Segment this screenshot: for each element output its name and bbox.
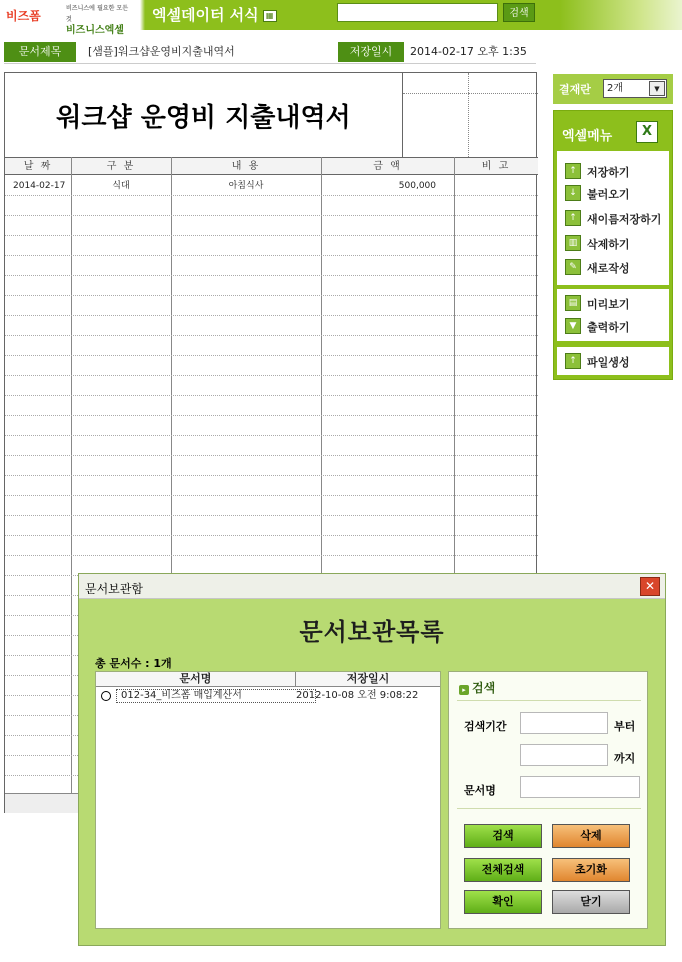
menu-save[interactable] bbox=[557, 160, 669, 182]
doc-title-label: 문서제목 bbox=[4, 42, 76, 62]
menu-item-label: 출력하기 bbox=[587, 321, 630, 334]
menu-group-export bbox=[557, 347, 669, 375]
search-button[interactable]: 검색 bbox=[464, 824, 542, 848]
cell-category[interactable]: 식대 bbox=[112, 181, 130, 191]
dialog-titlebar[interactable] bbox=[79, 574, 665, 599]
approval-box-2[interactable] bbox=[469, 73, 538, 157]
excel-icon: X bbox=[636, 121, 658, 143]
top-search-button[interactable]: 검색 bbox=[503, 3, 535, 22]
menu-item-label: 삭제하기 bbox=[587, 238, 630, 251]
menu-item-label: 새로작성 bbox=[587, 262, 630, 275]
dialog-heading: 문서보관목록 bbox=[299, 618, 445, 646]
search-panel-title: 검색 bbox=[472, 681, 496, 695]
document-count: 총 문서수 : 1개 bbox=[95, 657, 172, 670]
trash-icon: ▥ bbox=[565, 235, 581, 251]
menu-item-label: 미리보기 bbox=[587, 298, 630, 311]
table-row[interactable] bbox=[5, 536, 538, 556]
list-header-name: 문서명 bbox=[96, 672, 296, 687]
table-row[interactable] bbox=[5, 176, 538, 196]
logo-text: 비즈니스엑셀 bbox=[66, 25, 124, 36]
reset-button[interactable]: 초기화 bbox=[552, 858, 630, 882]
app-title bbox=[152, 4, 277, 25]
document-name-input[interactable] bbox=[520, 776, 640, 798]
approval-label: 결재란 bbox=[559, 83, 591, 96]
divider bbox=[457, 808, 641, 809]
dialog-title: 문서보관함 bbox=[85, 582, 143, 596]
header-date: 날 짜 bbox=[23, 161, 53, 172]
excel-menu bbox=[553, 110, 673, 380]
table-row[interactable] bbox=[5, 196, 538, 216]
cell-note[interactable] bbox=[454, 176, 538, 196]
doc-title-value: [샘플]워크샵운영비지출내역서 bbox=[88, 45, 235, 58]
table-row[interactable] bbox=[5, 276, 538, 296]
menu-group-file bbox=[557, 151, 669, 285]
table-row[interactable] bbox=[5, 396, 538, 416]
period-from-input[interactable] bbox=[520, 712, 608, 734]
app-title-text: 엑셀데이터 서식 bbox=[152, 6, 259, 24]
menu-title: 엑셀메뉴 bbox=[562, 129, 613, 144]
list-item-saved[interactable]: 2012-10-08 오전 9:08:22 bbox=[296, 690, 419, 701]
document-storage-dialog bbox=[78, 573, 666, 946]
create-file-icon: ↑ bbox=[565, 353, 581, 369]
list-header-saved: 저장일시 bbox=[346, 672, 390, 685]
arrow-bullet-icon: ▸ bbox=[459, 685, 469, 695]
saved-date-value: 2014-02-17 오후 1:35 bbox=[410, 45, 527, 58]
print-icon: ▼ bbox=[565, 318, 581, 334]
ok-button[interactable]: 확인 bbox=[464, 890, 542, 914]
table-row[interactable] bbox=[5, 236, 538, 256]
table-row[interactable] bbox=[5, 476, 538, 496]
table-row[interactable] bbox=[5, 356, 538, 376]
menu-item-label: 파일생성 bbox=[587, 356, 630, 369]
table-row[interactable] bbox=[5, 516, 538, 536]
table-row[interactable] bbox=[5, 416, 538, 436]
approval-panel bbox=[553, 74, 673, 104]
table-row[interactable] bbox=[5, 436, 538, 456]
table-row[interactable] bbox=[5, 256, 538, 276]
cell-content[interactable]: 아침식사 bbox=[228, 181, 264, 191]
chevron-down-icon[interactable]: ▼ bbox=[649, 81, 665, 96]
sheet-title: 워크샵 운영비 지출내역서 bbox=[5, 73, 403, 157]
close-button[interactable]: 닫기 bbox=[552, 890, 630, 914]
excel-sheet-icon: ▦ bbox=[263, 10, 277, 22]
menu-item-label: 불러오기 bbox=[587, 188, 630, 201]
search-panel bbox=[448, 671, 648, 929]
menu-save-as[interactable] bbox=[557, 207, 669, 229]
save-as-icon: ↑ bbox=[565, 210, 581, 226]
to-suffix: 까지 bbox=[614, 752, 636, 765]
top-search-input[interactable] bbox=[337, 3, 498, 22]
header-category: 구 분 bbox=[106, 161, 136, 172]
menu-item-label: 저장하기 bbox=[587, 166, 630, 179]
new-document-icon: ✎ bbox=[565, 259, 581, 275]
approval-count-select[interactable] bbox=[603, 79, 667, 98]
menu-open[interactable] bbox=[557, 182, 669, 204]
table-row[interactable] bbox=[5, 376, 538, 396]
header-content: 내 용 bbox=[231, 161, 261, 172]
save-icon: ↑ bbox=[565, 163, 581, 179]
table-row[interactable] bbox=[5, 336, 538, 356]
table-row[interactable] bbox=[5, 456, 538, 476]
select-radio[interactable] bbox=[101, 691, 111, 701]
document-info-bar bbox=[4, 42, 536, 64]
period-to-input[interactable] bbox=[520, 744, 608, 766]
logo-tagline: 비즈니스에 필요한 모든것 bbox=[66, 5, 129, 23]
document-list[interactable] bbox=[95, 671, 441, 929]
search-panel-heading bbox=[459, 679, 495, 696]
bizform-logo[interactable]: 비즈폼 bbox=[6, 9, 41, 23]
menu-create-file[interactable] bbox=[557, 350, 669, 372]
from-suffix: 부터 bbox=[614, 720, 636, 733]
cell-amount[interactable]: 500,000 bbox=[398, 181, 436, 191]
table-row[interactable] bbox=[5, 296, 538, 316]
open-icon: ↓ bbox=[565, 185, 581, 201]
period-label: 검색기간 bbox=[464, 720, 507, 733]
menu-item-label: 새이름저장하기 bbox=[587, 213, 662, 226]
top-bar bbox=[0, 0, 682, 36]
close-icon[interactable]: ✕ bbox=[640, 577, 660, 596]
delete-button[interactable]: 삭제 bbox=[552, 824, 630, 848]
document-name-label: 문서명 bbox=[464, 784, 496, 797]
divider bbox=[457, 700, 641, 701]
menu-preview[interactable] bbox=[557, 292, 669, 314]
bizexcel-logo[interactable] bbox=[66, 3, 130, 36]
menu-delete[interactable] bbox=[557, 232, 669, 254]
menu-print[interactable] bbox=[557, 315, 669, 337]
table-row[interactable] bbox=[5, 316, 538, 336]
search-all-button[interactable]: 전체검색 bbox=[464, 858, 542, 882]
list-item[interactable] bbox=[96, 689, 440, 703]
table-row[interactable] bbox=[5, 496, 538, 516]
preview-icon: ▤ bbox=[565, 295, 581, 311]
sheet-header-row bbox=[5, 157, 538, 175]
list-header bbox=[96, 672, 440, 687]
table-row[interactable] bbox=[5, 216, 538, 236]
list-item-name[interactable]: 012-34_비즈폼 매입계산서 bbox=[116, 689, 316, 703]
saved-date-label: 저장일시 bbox=[338, 42, 404, 62]
header-amount: 금 액 bbox=[373, 161, 402, 172]
approval-box-1[interactable] bbox=[403, 73, 469, 157]
cell-date[interactable]: 2014-02-17 bbox=[13, 181, 66, 191]
header-note: 비 고 bbox=[481, 161, 511, 172]
approval-count-value: 2개 bbox=[607, 83, 624, 94]
menu-group-print bbox=[557, 289, 669, 341]
menu-new[interactable] bbox=[557, 256, 669, 278]
